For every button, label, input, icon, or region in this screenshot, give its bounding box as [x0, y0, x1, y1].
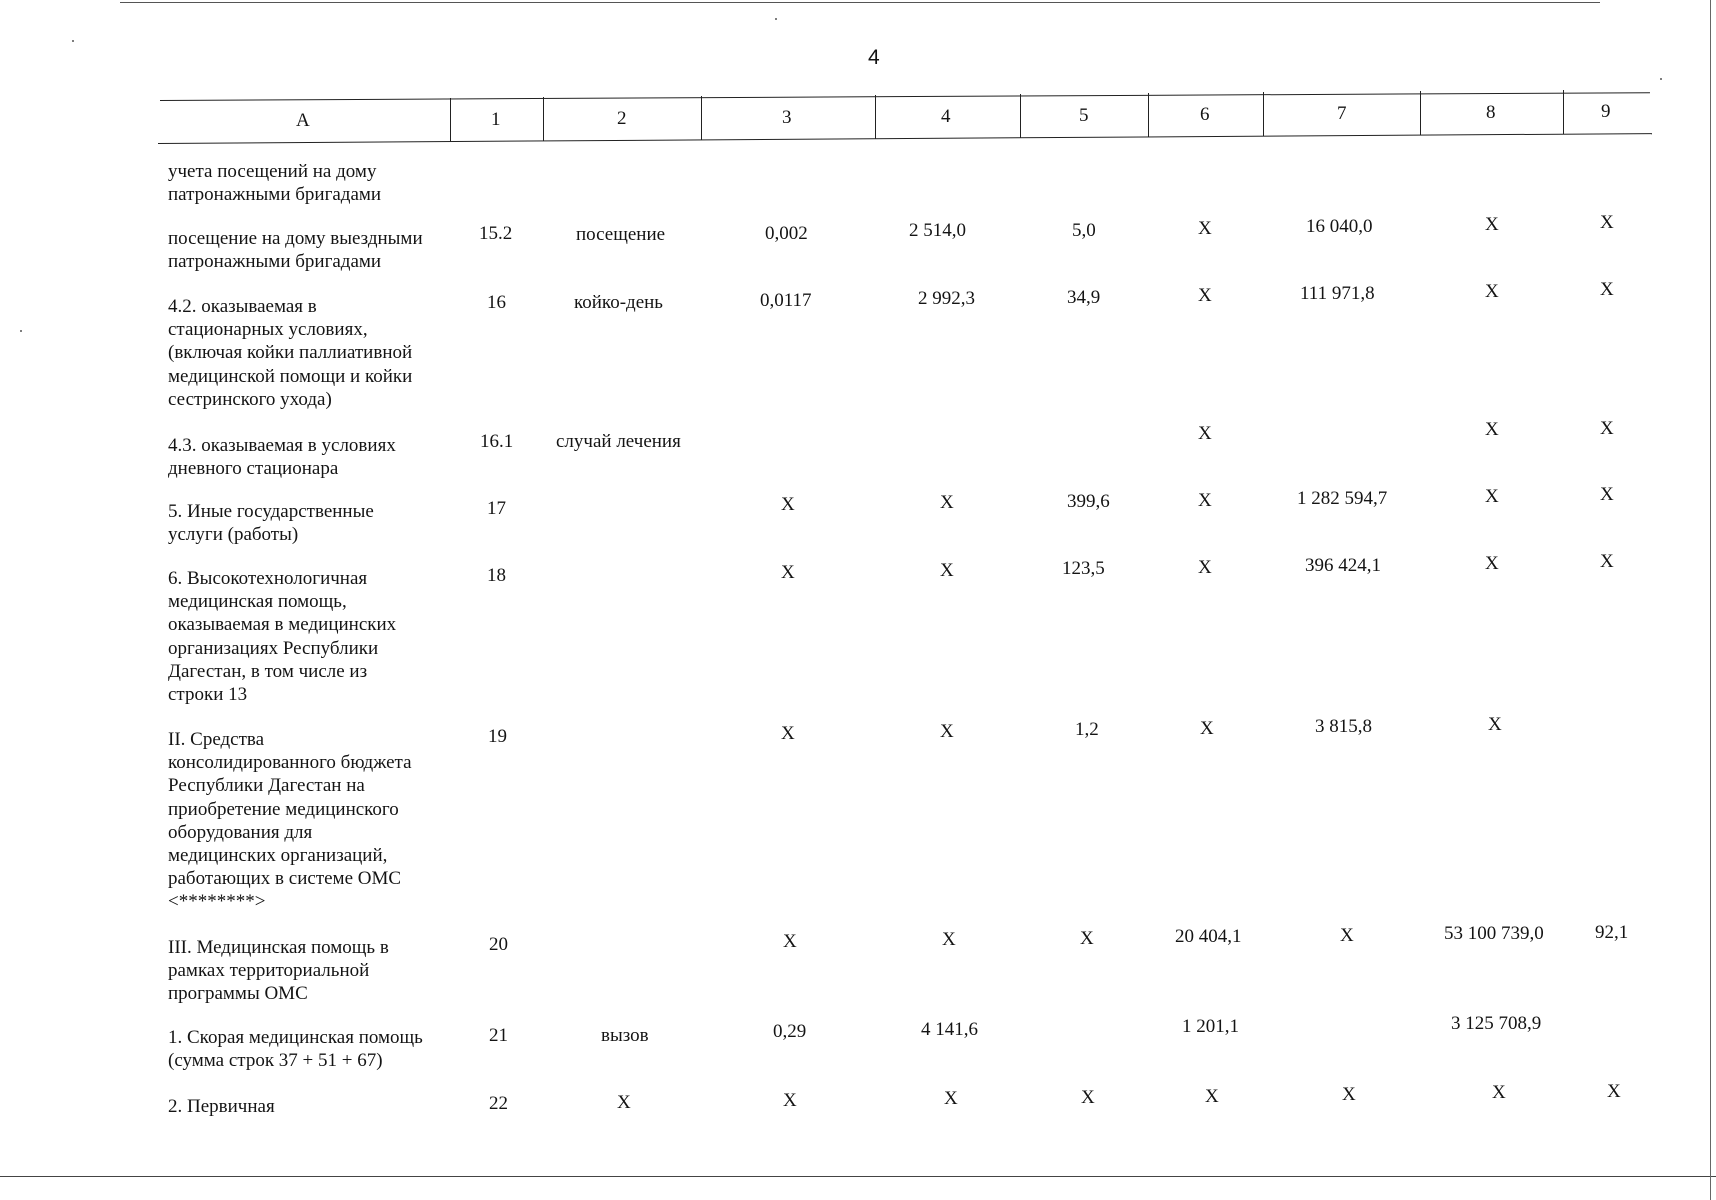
- cell-col-3: 0,29: [773, 1021, 807, 1042]
- cell-col-9: Х: [1600, 212, 1614, 233]
- cell-col-9: Х: [1607, 1081, 1621, 1102]
- row-description: II. Средства консолидированного бюджета Республики Дагестан на приобретение медицинского оборудования для медицинских организаций, работающих в системе ОМС <********>: [168, 729, 412, 913]
- cell-col-4: Х: [942, 929, 956, 950]
- row-code: 16.1: [480, 431, 514, 452]
- cell-unit: посещение: [576, 224, 666, 245]
- cell-col-6: 20 404,1: [1175, 926, 1242, 947]
- cell-col-7: 1 282 594,7: [1297, 488, 1388, 509]
- table-header-top-rule: [160, 92, 1650, 101]
- scan-edge-top: [120, 2, 1600, 3]
- table-header-bottom-rule: [158, 133, 1652, 144]
- header-divider: [1563, 90, 1564, 134]
- column-header-4: 4: [941, 106, 951, 127]
- scan-speck: [775, 18, 777, 20]
- row-description: 2. Первичная: [168, 1096, 275, 1117]
- row-description: 1. Скорая медицинская помощь (сумма строк 37 + 51 + 67): [168, 1027, 423, 1072]
- cell-col-7: 111 971,8: [1300, 283, 1375, 304]
- cell-col-6: Х: [1205, 1086, 1219, 1107]
- scan-speck: [20, 330, 22, 332]
- row-code: 15.2: [479, 223, 513, 244]
- cell-col-9: 92,1: [1595, 922, 1629, 943]
- cell-col-4: Х: [940, 560, 954, 581]
- cell-col-8: Х: [1485, 486, 1499, 507]
- cell-col-4: Х: [940, 492, 954, 513]
- cell-col-4: Х: [940, 721, 954, 742]
- row-code: 21: [489, 1025, 508, 1046]
- row-description: 5. Иные государственные услуги (работы): [168, 501, 374, 546]
- cell-col-4: 2 514,0: [909, 220, 966, 241]
- cell-col-5: 123,5: [1062, 558, 1105, 579]
- cell-col-5: 1,2: [1075, 719, 1099, 740]
- scan-speck: [1660, 78, 1662, 80]
- cell-col-3: Х: [781, 723, 795, 744]
- header-divider: [543, 97, 544, 141]
- cell-col-3: 0,0117: [760, 290, 812, 311]
- cell-col-8: 3 125 708,9: [1451, 1013, 1542, 1034]
- header-divider: [1420, 91, 1421, 135]
- cell-col-3: Х: [783, 1090, 797, 1111]
- cell-col-5: Х: [1080, 928, 1094, 949]
- header-divider: [450, 98, 451, 142]
- cell-col-8: Х: [1485, 553, 1499, 574]
- header-divider: [1148, 93, 1149, 137]
- column-header-2: 2: [617, 108, 627, 129]
- cell-col-7: 396 424,1: [1305, 555, 1381, 576]
- scan-edge-bottom: [0, 1176, 1716, 1177]
- column-header-9: 9: [1601, 101, 1611, 122]
- row-description: посещение на дому выездными патронажными бригадами: [168, 228, 423, 273]
- row-code: 18: [487, 565, 506, 586]
- row-code: 19: [488, 726, 507, 747]
- cell-col-8: Х: [1492, 1082, 1506, 1103]
- row-description: учета посещений на дому патронажными бригадами: [168, 161, 382, 206]
- column-header-3: 3: [782, 107, 792, 128]
- cell-col-7: Х: [1340, 925, 1354, 946]
- cell-col-9: Х: [1600, 551, 1614, 572]
- header-divider: [875, 95, 876, 139]
- cell-col-4: 2 992,3: [918, 288, 975, 309]
- column-header-8: 8: [1486, 102, 1496, 123]
- row-description: 6. Высокотехнологичная медицинская помощь, оказываемая в медицинских организациях Республики Дагестан, в том числе из строки 13: [168, 568, 397, 706]
- cell-col-6: Х: [1198, 285, 1212, 306]
- cell-unit: вызов: [601, 1025, 649, 1046]
- column-header-7: 7: [1337, 103, 1347, 124]
- row-code: 22: [489, 1093, 508, 1114]
- cell-col-5: 34,9: [1067, 287, 1101, 308]
- cell-col-7: 3 815,8: [1315, 716, 1372, 737]
- cell-col-9: Х: [1600, 279, 1614, 300]
- cell-col-5: Х: [1081, 1087, 1095, 1108]
- cell-unit: случай лечения: [556, 431, 681, 452]
- cell-col-6: Х: [1198, 557, 1212, 578]
- row-description: 4.2. оказываемая в стационарных условиях, (включая койки паллиативной медицинской помощи и койки сестринского ухода): [168, 296, 413, 410]
- row-code: 16: [487, 292, 506, 313]
- column-header-5: 5: [1079, 105, 1089, 126]
- row-code: 20: [489, 934, 508, 955]
- cell-col-8: Х: [1485, 419, 1499, 440]
- cell-col-5: 5,0: [1072, 220, 1096, 241]
- cell-col-7: Х: [1342, 1084, 1356, 1105]
- row-description: 4.3. оказываемая в условиях дневного стационара: [168, 435, 396, 480]
- cell-col-9: Х: [1600, 484, 1614, 505]
- cell-col-6: Х: [1198, 490, 1212, 511]
- cell-col-4: Х: [944, 1088, 958, 1109]
- cell-col-8: Х: [1488, 714, 1502, 735]
- cell-unit: койко-день: [574, 292, 663, 313]
- page-number: 4: [868, 46, 880, 69]
- cell-col-8: 53 100 739,0: [1444, 923, 1544, 944]
- row-description: III. Медицинская помощь в рамках территориальной программы ОМС: [168, 937, 389, 1005]
- cell-col-7: 16 040,0: [1306, 216, 1373, 237]
- scan-edge-right: [1710, 0, 1711, 1200]
- cell-col-3: 0,002: [765, 223, 808, 244]
- scan-speck: [72, 40, 74, 42]
- header-divider: [701, 96, 702, 140]
- cell-unit: Х: [617, 1092, 631, 1113]
- header-divider: [1263, 92, 1264, 136]
- cell-col-6: Х: [1198, 423, 1212, 444]
- column-header-a: А: [296, 110, 310, 131]
- cell-col-6: Х: [1200, 718, 1214, 739]
- cell-col-8: Х: [1485, 281, 1499, 302]
- cell-col-6: Х: [1198, 218, 1212, 239]
- cell-col-3: Х: [781, 562, 795, 583]
- column-header-1: 1: [491, 109, 501, 130]
- cell-col-4: 4 141,6: [921, 1019, 978, 1040]
- cell-col-8: Х: [1485, 214, 1499, 235]
- cell-col-3: Х: [783, 931, 797, 952]
- column-header-6: 6: [1200, 104, 1210, 125]
- header-divider: [1020, 94, 1021, 138]
- row-code: 17: [487, 498, 506, 519]
- cell-col-6: 1 201,1: [1182, 1016, 1239, 1037]
- cell-col-3: Х: [781, 494, 795, 515]
- cell-col-9: Х: [1600, 418, 1614, 439]
- cell-col-5: 399,6: [1067, 491, 1110, 512]
